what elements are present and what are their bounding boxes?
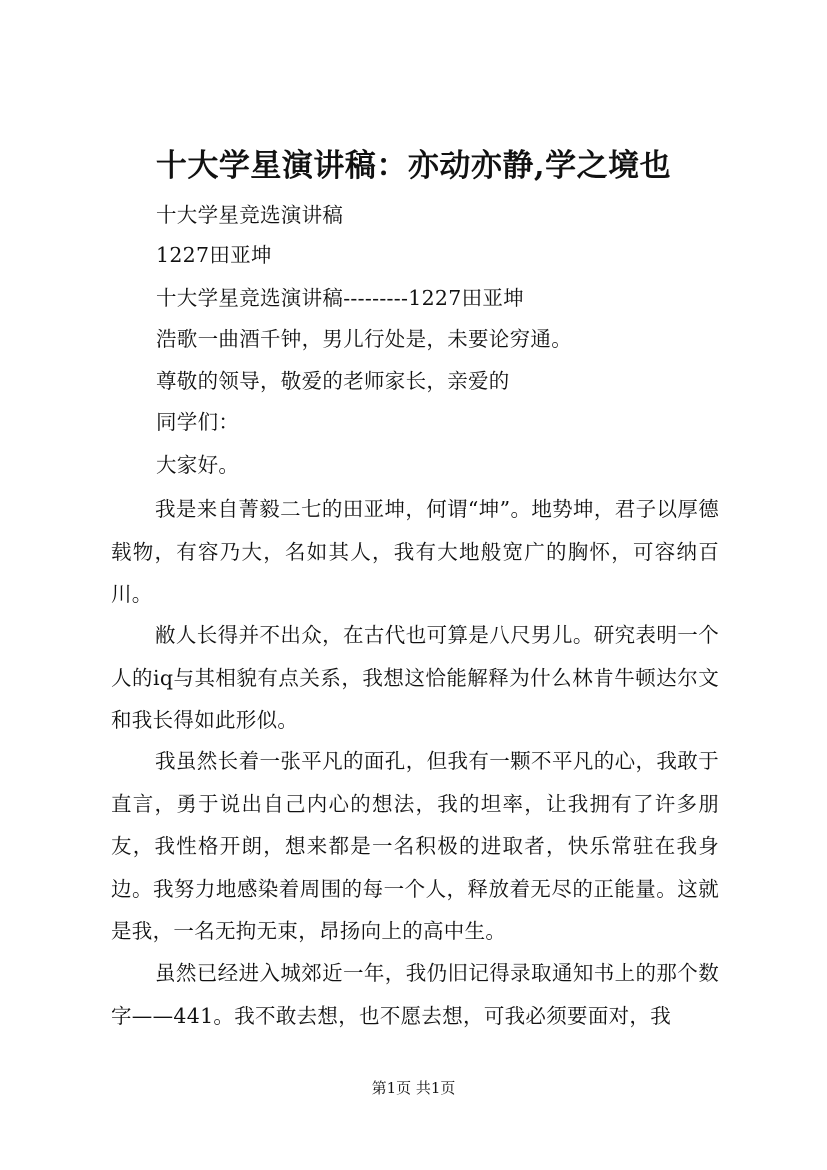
body-paragraph: 虽然已经进入城郊近一年，我仍旧记得录取通知书上的那个数字——441。我不敢去想，也不愿去想，可我必须要面对，我: [111, 961, 719, 1028]
body-paragraph: 我虽然长着一张平凡的面孔，但我有一颗不平凡的心，我敢于直言，勇于说出自己内心的想法，我的坦率，让我拥有了许多朋友，我性格开朗，想来都是一名积极的进取者，快乐常驻在我身边。我努力地感染着周围的每一个人，释放着无尽的正能量。这就是我，一名无拘无束，昂扬向上的高中生。: [111, 749, 719, 943]
body-paragraph: 我是来自菁毅二七的田亚坤，何谓“坤”。地势坤，君子以厚德载物，有容乃大，名如其人，我有大地般宽广的胸怀，可容纳百川。: [111, 497, 719, 606]
poem-line: 浩歌一曲酒千钟，男儿行处是，未要论穷通。: [156, 327, 572, 351]
greeting-line: 大家好。: [156, 453, 240, 477]
subtitle-line: 十大学星竞选演讲稿: [156, 203, 344, 227]
page-number-footer: 第1页 共1页: [371, 1079, 456, 1097]
document-title: 十大学星演讲稿：亦动亦静,学之境也: [155, 148, 672, 184]
salutation-continued-line: 同学们：: [156, 410, 240, 434]
salutation-line: 尊敬的领导，敬爱的老师家长，亲爱的: [156, 369, 510, 393]
author-line: 1227田亚坤: [156, 243, 272, 267]
heading-line: 十大学星竞选演讲稿---------1227田亚坤: [156, 286, 525, 310]
body-paragraph: 敝人长得并不出众，在古代也可算是八尺男儿。研究表明一个人的iq与其相貌有点关系，我想这恰能解释为什么林肯牛顿达尔文和我长得如此形似。: [111, 623, 719, 732]
